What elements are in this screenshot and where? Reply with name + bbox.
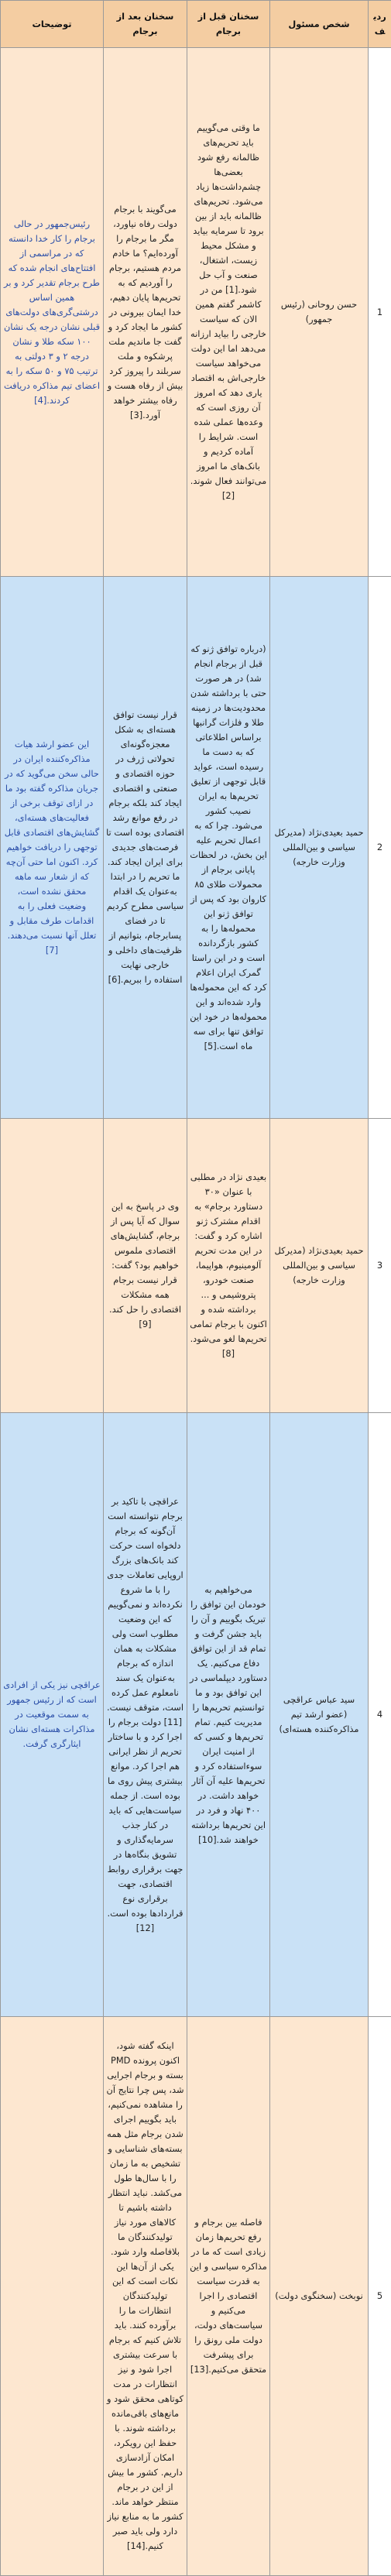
- notes-cell: این عضو ارشد هیات مذاکره‌کننده ایران در حالی سخن می‌گوید که در جریان مذاکره گفته بود ما در ازای توقف برخی از فعالیت‌های هسته‌ای، گشایش‌های اقتصادی قابل توجهی را دریافت خواهیم کرد. اکنون اما حتی آن‌چه که از شعار سه ماهه محقق نشده است، وضعیت فعلی را به اقدامات طرف مقابل و تعلل آنها نسبت می‌دهند.[7]: [1, 577, 104, 1119]
- header-before: سخنان قبل از برجام: [187, 1, 270, 48]
- after-cell: می‌گویند با برجام دولت رفاه نیاورد، مگر ما برجام را آورده‌ایم؟ ما خادم مردم هستیم، برجام را آوردیم که به تحریم‌ها پایان دهیم، خدا ایمان بیرونی در کشور ما ایجاد کرد و گفت جا ماندیم ملت پرشکوه و ملت سربلند را پیروز کرد بیش از رفاه هست و رفاه بیشتر خواهد آورد.[3]: [104, 48, 187, 577]
- notes-cell: [1, 2017, 104, 2576]
- before-cell: ما وقتی می‌گوییم باید تحریم‌های ظالمانه رفع شود بعضی‌ها چشم‌داشت‌ها زیاد می‌شود. تحریم‌های ظالمانه باید از بین برود تا سرمایه بیاید و مشکل محیط زیست، اشتغال، صنعت و آب حل شود.[1] من در کاشمر گفتم همین الان که سیاست خارجی را بیاید ارزانه می‌دهد اما این دولت می‌خواهد سیاست خارجی‌اش به اقتصاد یاری دهد که امروز آن روزی است که وعده‌ها عملی شده است. شرایط را آماده کردیم و بانک‌های ما امروز می‌توانند فعال شوند.[2]: [187, 48, 270, 577]
- table-row: [1, 48, 391, 577]
- person-cell: حمید بعیدی‌نژاد (مدیرکل سیاسی و بین‌المللی وزارت خارجه): [270, 577, 369, 1119]
- table-row: [1, 1413, 391, 2017]
- notes-cell: [1, 1119, 104, 1413]
- person-cell: سید عباس عراقچی (عضو ارشد تیم مذاکره‌کننده هسته‌ای): [270, 1413, 369, 2017]
- person-cell: نوبخت (سخنگوی دولت): [270, 2017, 369, 2576]
- after-cell: اینکه گفته شود، اکنون پرونده PMD بسته و برجام اجرایی شد، پس چرا نتایج آن را مشاهده نمی‌کنیم، باید بگوییم اجرای شدن برجام مثل همه بسته‌های شناسایی و تشخیص به ما زمان را با سال‌ها طول می‌کشد. نباید انتظار داشته باشیم تا کالاهای مورد نیاز تولیدکنندگان ما بلافاصله وارد شود. یکی از آن‌ها این نکات است که این تولیدکنندگان انتظارات ما را برآورده کنند. باید تلاش کنیم که برجام با سرعت بیشتری اجرا شود و نیز انتظارات در مدت کوتاهی محقق شود و مانع‌های باقی‌مانده برداشته شوند. با حفظ این رویکرد، امکان آزادسازی داریم. کشور ما بیش از این در برجام منتظر خواهد ماند. کشور ما به منابع نیاز دارد ولی باید صبر کنیم.[14]: [104, 2017, 187, 2576]
- header-notes: توضیحات: [1, 1, 104, 48]
- header-row: [1, 1, 391, 48]
- header-num: ردیف: [369, 1, 391, 48]
- notes-cell: رئیس‌جمهور در حالی برجام را کار خدا دانسته که در مراسمی از افتتاح‌های انجام شده که طرح برجام تقدیر کرد و بر همین اساس درشتی‌گری‌های دولت‌های قبلی نشان درجه یک نشان ۱۰۰ سکه طلا و نشان درجه ۲ و ۳ دولتی به ترتیب ۷۵ و ۵۰ سکه را به اعضای تیم مذاکره دریافت کردند.[4]: [1, 48, 104, 577]
- before-cell: (درباره توافق ژنو که قبل از برجام انجام شد) در هر صورت حتی با برداشته شدن محدودیت‌ها در زمینه طلا و فلزات گرانبها براساس اطلاعاتی که به دست ما رسیده است، عواید قابل توجهی از تعلیق تحریم‌ها به ایران نصیب کشور می‌شود. چرا که به اعمال تحریم علیه این بخش، در لحظات پایانی برجام از محمولات طلای ۸۵ کاروان بود که پس از توافق ژنو این محموله‌ها را به کشور بازگردانده است و در این راستا گمرک ایران اعلام کرد که این محموله‌ها وارد شده‌اند و این محموله‌ها در خود این توافق تنها برای سه ماه است.[5]: [187, 577, 270, 1119]
- after-cell: وی در پاسخ به این سوال که آیا پس از برجام، گشایش‌های اقتصادی ملموس خواهیم بود؟ گفت: قرار نیست برجام همه مشکلات اقتصادی را حل کند.[9]: [104, 1119, 187, 1413]
- person-cell: حمید بعیدی‌نژاد (مدیرکل سیاسی و بین‌المللی وزارت خارجه): [270, 1119, 369, 1413]
- row-number: 1: [369, 48, 391, 577]
- notes-cell: عراقچی نیز یکی از افرادی است که از رئیس جمهور به سمت موقعیت در مذاکرات هسته‌ای نشان ایثارگری گرفت.: [1, 1413, 104, 2017]
- before-cell: فاصله بین برجام و رفع تحریم‌ها زمان زیادی است که ما در مذاکره سیاسی و این به قدرت سیاست اقتصادی را اجرا می‌کنیم و سیاست‌های دولت، دولت ملی رونق را برای پیشرفت متحقق می‌کنیم.[13]: [187, 2017, 270, 2576]
- header-person: شخص مسئول: [270, 1, 369, 48]
- table-row: [1, 2017, 391, 2576]
- row-number: 2: [369, 577, 391, 1119]
- row-number: 3: [369, 1119, 391, 1413]
- after-cell: قرار نیست توافق هسته‌ای به شکل معجزه‌گونه‌ای تحولاتی ژرف در حوزه اقتصادی و صنعتی و اقتصادی ایجاد کند بلکه برجام در رفع موانع رشد اقتصادی بوده است تا فرصت‌های جدیدی برای ایران ایجاد کند. ما تحریم را در ابتدا به‌عنوان یک اقدام سیاسی مطرح کردیم تا در فضای پسابرجام، بتوانیم از ظرفیت‌های داخلی و خارجی نهایت استفاده را ببریم.[6]: [104, 577, 187, 1119]
- before-cell: می‌خواهیم به خودمان این توافق را تبریک بگوییم و آن را باید جشن گرفت و تمام قد از این توافق دفاع می‌کنیم. یک دستاورد دیپلماسی در این توافق بود و ما توانستیم تحریم‌ها را مدیریت کنیم. تمام تحریم‌ها و کسی که از امنیت ایران سوءاستفاده کرد و تحریم‌ها علیه آن آثار خواهد داشت. در ۴۰۰ نهاد و فرد در این تحریم‌ها برداشته خواهند شد.[10]: [187, 1413, 270, 2017]
- header-after: سخنان بعد از برجام: [104, 1, 187, 48]
- table-row: [1, 577, 391, 1119]
- after-cell: عراقچی با تاکید بر برجام نتوانسته است آن‌گونه که برجام دلخواه است حرکت کند بانک‌های بزرگ اروپایی تعاملات جدی را با ما شروع نکرده‌اند و نمی‌گوییم که این وضعیت مطلوب است ولی مشکلات به همان اندازه که برجام به‌عنوان یک سند نامعلوم عمل کرده است، متوقف نیست.[11] دولت برجام را اجرا کرد و با ساختار تحریم از نظر ایرانی هم اجرا کرد. موانع بیشتری پیش روی ما بوده است. از جمله سیاست‌هایی که باید در کنار جذب سرمایه‌گذاری و تشویق بنگاه‌ها در جهت برقراری روابط اقتصادی، جهت برقراری نوع قراردادها بوده است.[12]: [104, 1413, 187, 2017]
- before-cell: بعیدی نژاد در مطلبی با عنوان «۳۰ دستاورد برجام» به اقدام مشترک ژنو اشاره کرد و گفت: در این مدت تحریم آلومینیوم، هواپیما، صنعت خودرو، پتروشیمی و ... برداشته شده و اکنون با برجام تمامی تحریم‌ها لغو می‌شود.[8]: [187, 1119, 270, 1413]
- row-number: 4: [369, 1413, 391, 2017]
- person-cell: حسن روحانی (رئیس جمهور): [270, 48, 369, 577]
- row-number: 5: [369, 2017, 391, 2576]
- table-row: [1, 1119, 391, 1413]
